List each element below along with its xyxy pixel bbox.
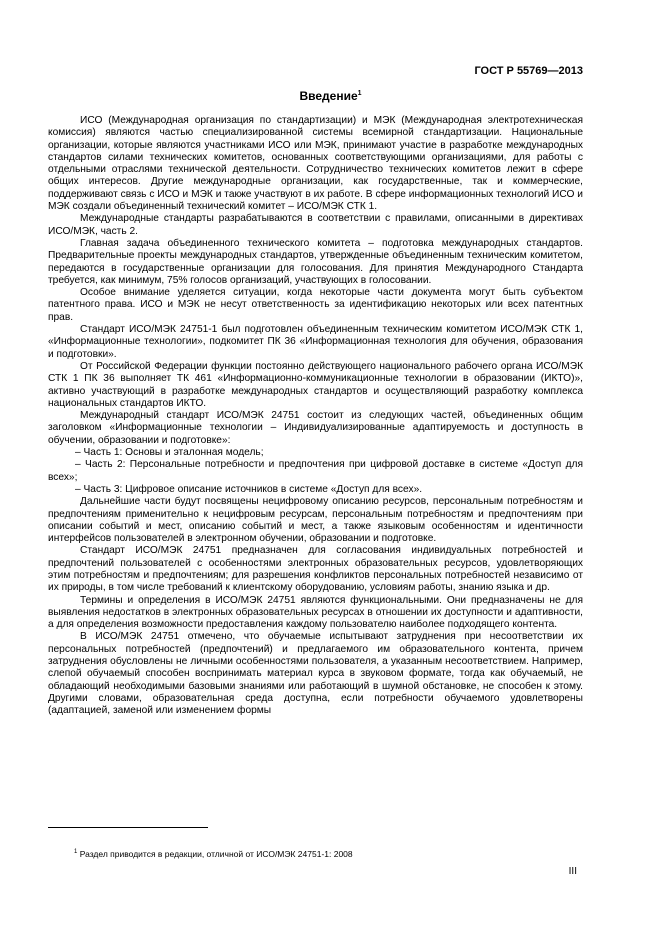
paragraph: Дальнейшие части будут посвящены нецифровому описанию ресурсов, персональным потребностям и предпочтениям применительно к нецифровым ресурсам, персональным потребностям и предпочтениям при описании событий и мест, описанию событий и мест, а также языковым особенностям и идентичности интерфейсов пользователей в электронном обучении, образовании и подготовке. — [48, 496, 583, 545]
paragraph: Главная задача объединенного технического комитета – подготовка международных стандартов. Предварительные проекты международных стандартов, утвержденные объединенным техническим комитетом, передаются в государственные организации для голосования. Для принятия Международного Стандарта требуется, как минимум, 75% голосов организаций, участвующих в голосовании. — [48, 237, 583, 286]
list-item: – Часть 3: Цифровое описание источников в системе «Доступ для всех». — [75, 483, 423, 495]
page-number: III — [568, 866, 577, 877]
footnote — [74, 849, 353, 859]
standard-code: ГОСТ Р 55769—2013 — [474, 65, 583, 77]
title-footnote-mark: 1 — [357, 90, 362, 97]
list-item: – Часть 2: Персональные потребности и предпочтения при цифровой доставке в системе «Доступ для всех»; — [48, 459, 583, 483]
paragraph: Особое внимание уделяется ситуации, когда некоторые части документа могут быть субъектом патентного права. ИСО и МЭК не несут ответственность за идентификацию некоторых или всех патентных прав. — [48, 287, 583, 323]
paragraph: В ИСО/МЭК 24751 отмечено, что обучаемые испытывают затруднения при несоответствии их персональных потребностей (предпочтений) и предлагаемого им образовательного контента, причем затруднения обусловлены не личными особенностями пользователя, а указанным несоответствием. Например, слепой обучаемый способен воспринимать материал курса в звуковом формате, тогда как обучаемый, не обладающий необходимыми базовыми знаниями или работающий в шумной обстановке, не способен к этому. Другими словами, образовательная среда доступна, если потребности обучаемого удовлетворены (адаптацией, заменой или изменением формы — [48, 631, 583, 717]
paragraph: От Российской Федерации функции постоянно действующего национального рабочего органа ИСО/МЭК СТК 1 ПК 36 выполняет ТК 461 «Информационно-коммуникационные технологии в образовании (ИКТО)», активно участвующий в разработке международных стандартов и осуществляющий разработку комплекса национальных стандартов ИКТО. — [48, 360, 583, 409]
paragraph: ИСО (Международная организация по стандартизации) и МЭК (Международная электротехническая комиссия) являются частью специализированной системы всемирной стандартизации. Национальные организации, которые являются участниками ИСО или МЭК, принимают участие в разработке международных стандартов силами технических комитетов, основанных соответствующими организациями, для работы с отдельными отраслями технической деятельности. Сотрудничество технических комитетов лежит в сфере общих интересов. Другие международные организации, как государственные, так и коммерческие, поддерживают связь с ИСО и МЭК и также участвуют в их работе. В сфере информационных технологий ИСО и МЭК создали объединенный технический комитет – ИСО/МЭК СТК 1. — [48, 115, 583, 213]
paragraph: Стандарт ИСО/МЭК 24751-1 был подготовлен объединенным техническим комитетом ИСО/МЭК СТК 1, «Информационные технологии», подкомитет ПК 36 «Информационная технология для обучения, образования и подготовки». — [48, 324, 583, 360]
page-title — [0, 89, 661, 103]
footnote-mark: 1 — [74, 849, 78, 856]
paragraph: Термины и определения в ИСО/МЭК 24751 являются функциональными. Они предназначены не для выявления недостатков в электронных образовательных ресурсах в отношении их доступности и адаптивности, а для определения возможности предоставления каждому пользователю наиболее подходящего контента. — [48, 594, 583, 631]
paragraph: Международные стандарты разрабатываются в соответствии с правилами, описанными в директивах ИСО/МЭК, часть 2. — [48, 213, 583, 237]
footnote-text: Раздел приводится в редакции, отличной от ИСО/МЭК 24751-1: 2008 — [77, 849, 353, 859]
paragraph: Стандарт ИСО/МЭК 24751 предназначен для согласования индивидуальных потребностей и предпочтений пользователей с особенностями электронных образовательных ресурсов, удовлетворяющих этим потребностям и предпочтениям; для разрешения конфликтов персональных потребностей независимо от их природы, в том числе требований к клиентскому оборудованию, условиям работы, знанию языка и др. — [48, 545, 583, 594]
footnote-divider — [48, 827, 208, 828]
page-title-text: Введение — [299, 89, 358, 103]
document-body — [48, 115, 583, 718]
list-item: – Часть 1: Основы и эталонная модель; — [75, 447, 264, 459]
paragraph: Международный стандарт ИСО/МЭК 24751 состоит из следующих частей, объединенных общим заголовком «Информационные технологии – Индивидуализированные адаптируемость и доступность в обучении, образовании и подготовке»: — [48, 410, 583, 446]
